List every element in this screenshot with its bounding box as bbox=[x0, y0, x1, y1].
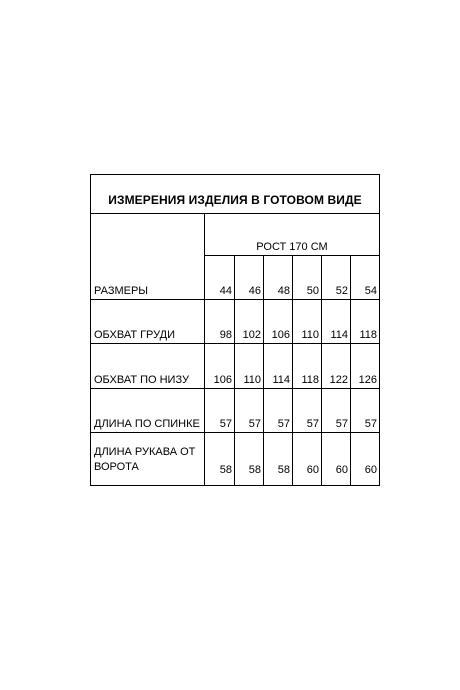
chest-value: 98 bbox=[219, 329, 232, 341]
size-value: 54 bbox=[364, 285, 377, 297]
table-title: ИЗМЕРЕНИЯ ИЗДЕЛИЯ В ГОТОВОМ ВИДЕ bbox=[108, 193, 362, 207]
row-divider bbox=[91, 432, 379, 433]
back-length-value: 57 bbox=[248, 418, 261, 430]
row-divider bbox=[91, 343, 379, 344]
row-divider bbox=[91, 299, 379, 300]
sleeve-length-value: 60 bbox=[335, 464, 348, 476]
row-label-sleeve-length-line2: ВОРОТА bbox=[94, 461, 139, 473]
size-chart-table bbox=[90, 174, 380, 486]
sleeve-length-value: 58 bbox=[277, 464, 290, 476]
row-label-hem: ОБХВАТ ПО НИЗУ bbox=[94, 374, 189, 386]
row-label-back-length: ДЛИНА ПО СПИНКЕ bbox=[94, 418, 200, 430]
hem-value: 106 bbox=[213, 374, 232, 386]
hem-value: 122 bbox=[329, 374, 348, 386]
row-divider bbox=[91, 388, 379, 389]
chest-value: 114 bbox=[330, 329, 348, 341]
back-length-value: 57 bbox=[219, 418, 232, 430]
sleeve-length-value: 58 bbox=[248, 464, 261, 476]
row-label-sleeve-length: ДЛИНА РУКАВА ОТ bbox=[94, 446, 196, 458]
row-label-sizes: РАЗМЕРЫ bbox=[94, 285, 149, 297]
size-value: 44 bbox=[219, 285, 232, 297]
back-length-value: 57 bbox=[277, 418, 290, 430]
chest-value: 102 bbox=[242, 329, 261, 341]
hem-value: 126 bbox=[358, 374, 377, 386]
size-value: 50 bbox=[306, 285, 319, 297]
title-row bbox=[91, 175, 379, 214]
hem-value: 114 bbox=[272, 374, 290, 386]
size-value: 52 bbox=[335, 285, 348, 297]
sleeve-length-value: 60 bbox=[364, 464, 377, 476]
back-length-value: 57 bbox=[306, 418, 319, 430]
hem-value: 110 bbox=[243, 374, 261, 386]
size-value: 48 bbox=[277, 285, 290, 297]
chest-value: 110 bbox=[301, 329, 319, 341]
back-length-value: 57 bbox=[364, 418, 377, 430]
back-length-value: 57 bbox=[335, 418, 348, 430]
chest-value: 118 bbox=[359, 329, 377, 341]
chest-value: 106 bbox=[271, 329, 290, 341]
sleeve-length-value: 60 bbox=[306, 464, 319, 476]
hem-value: 118 bbox=[301, 374, 319, 386]
height-label: РОСТ 170 СМ bbox=[256, 241, 328, 253]
label-column-divider bbox=[204, 213, 205, 485]
size-value: 46 bbox=[248, 285, 261, 297]
sleeve-length-value: 58 bbox=[219, 464, 232, 476]
row-label-chest: ОБХВАТ ГРУДИ bbox=[94, 329, 175, 341]
